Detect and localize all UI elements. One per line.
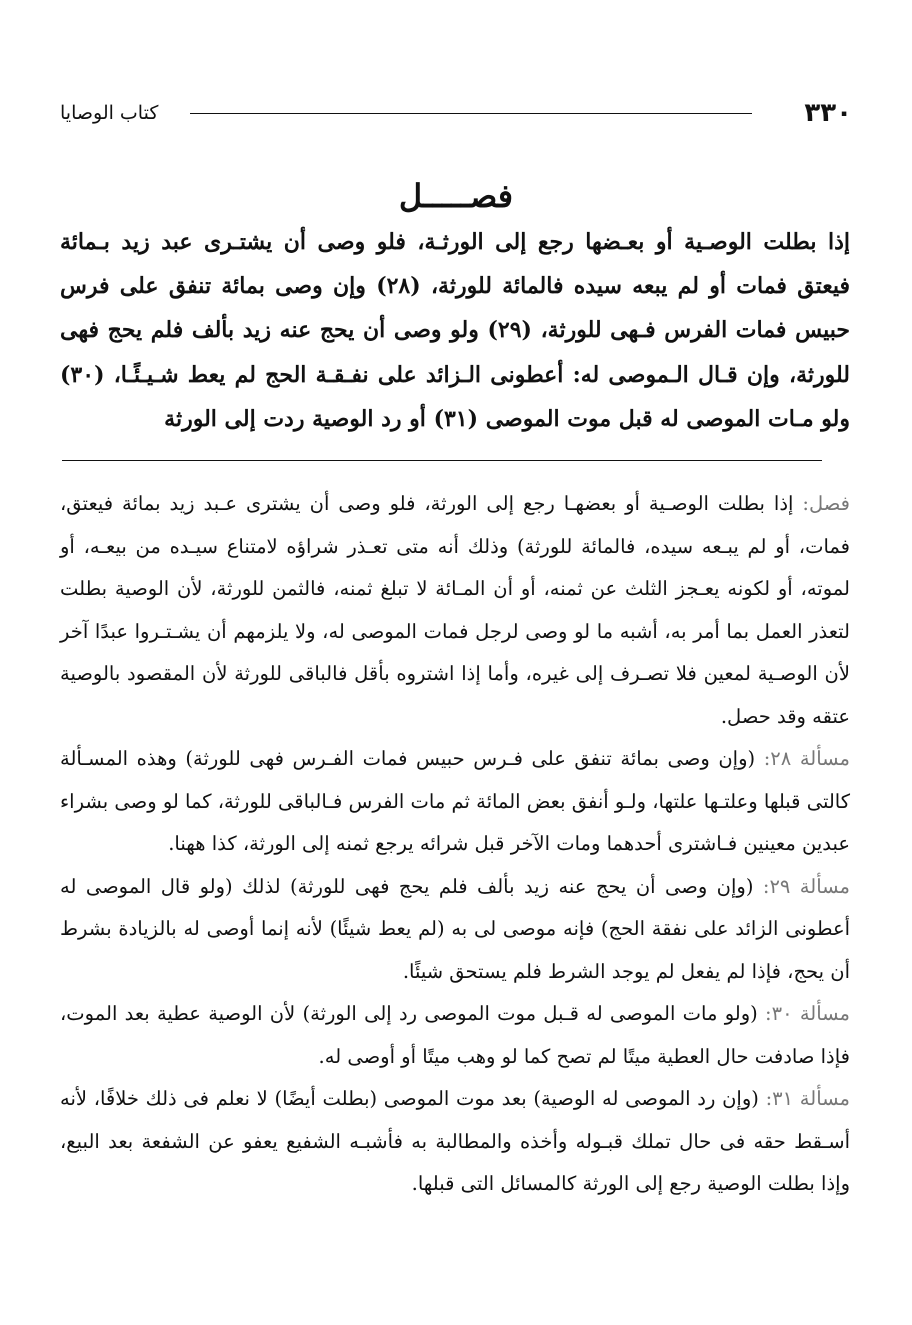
header-rule [190, 113, 752, 114]
main-text: إذا بطلت الوصـية أو بعـضها رجع إلى الورثـة، فلو وصى أن يشتـرى عبد زيد بـمائة فيعتق فمات أو لم يبعه سيده فالمائة للورثة، (٢٨) وإن وصى بمائة تنفق على فرس حبيس فمات الفرس فـهى للورثة، (٢٩) ولو وصى أن يحج عنه زيد بألف فلم يحج فهى للورثة، وإن قـال الـموصى له: أعطونى الـزائد على نفـقـة الحج لم يعط شـيـئًـا، (٣٠) ولو مـات الموصى له قبل موت الموصى (٣١) أو رد الوصية ردت إلى الورثة [60, 229, 851, 432]
paragraph-label: مسألة ٣١: [765, 1087, 850, 1110]
page-number: ٣٣٠ [804, 98, 852, 128]
commentary-paragraph [60, 1078, 850, 1206]
commentary [60, 483, 850, 1206]
commentary-paragraph [60, 993, 850, 1078]
commentary-paragraph [60, 483, 850, 738]
commentary-paragraph [60, 866, 850, 994]
text-separator [62, 460, 822, 461]
paragraph-label: مسألة ٣٠: [765, 1002, 850, 1025]
running-header [60, 96, 852, 132]
paragraph-label: فصل: [802, 492, 850, 515]
section-heading: فصـــــل [398, 177, 514, 215]
commentary-paragraph [60, 738, 850, 866]
paragraph-label: مسألة ٢٩: [762, 874, 850, 898]
paragraph-text: إذا بطلت الوصـية أو بعضهـا رجع إلى الورثة، فلو وصى أن يشترى عـبد زيد بمائة فيعتق، فمات، أو لم يبـعه سيده، فالمائة للورثة) وذلك أنه متى تعـذر شراؤه لامتناع سيـده من بيعـه، أو لموته، أو لكونه يعـجز الثلث عن ثمنه، أو أن المـائة لا تبلغ ثمنه، فالثمن للورثة، لأن الوصية بطلت لتعذر العمل بما أمر به، أشبه ما لو وصى لرجل فمات الموصى له، ولا يلزمهم أن يشـتـروا عبدًا آخر لأن الوصـية لمعين فلا تصـرف إلى غيره، وأما إذا اشتروه بأقل فالباقى للورثة لأن المقصود بالوصية عتقه وقد حصل. [60, 492, 850, 728]
paragraph-text: (وإن رد الموصى له الوصية) بعد موت الموصى (بطلت أيضًا) لا نعلم فى ذلك خلافًا، لأنه أسـقط حقه فى حال تملك قبـوله وأخذه والمطالبة به فأشبـه الشفيع يعفو عن الشفعة بعد البيع، وإذا بطلت الوصية رجع إلى الورثة كالمسائل التى قبلها. [60, 1087, 850, 1195]
paragraph-text: (وإن وصى أن يحج عنه زيد بألف فلم يحج فهى للورثة) لذلك (ولو قال الموصى له أعطونى الزائد على نفقة الحج) فإنه موصى لى به (لم يعط شيئًا) لأنه إنما أوصى له بالزيادة بشرط أن يحج، فإذا لم يفعل لم يوجد الشرط فلم يستحق شيئًا. [60, 874, 850, 983]
book-title: كتاب الوصايا [60, 102, 159, 124]
paragraph-label: مسألة ٢٨: [763, 747, 850, 770]
paragraph-text: (وإن وصى بمائة تنفق على فـرس حبيس فمات الفـرس فهى للورثة) وهذه المسـألة كالتى قبلها وعلتـها علتها، ولـو أنفق بعض المائة ثم مات الفرس فـالباقى للورثة، كما لو وصى بشراء عبدين معينين فـاشترى أحدهما ومات الآخر قبل شرائه يرجع ثمنه إلى الورثة، كذا ههنا. [60, 747, 850, 855]
paragraph-text: (ولو مات الموصى له قـبل موت الموصى رد إلى الورثة) لأن الوصية عطية بعد الموت، فإذا صادفت حال العطية ميتًا لم تصح كما لو وهب ميتًا أو أوصى له. [60, 1002, 850, 1068]
